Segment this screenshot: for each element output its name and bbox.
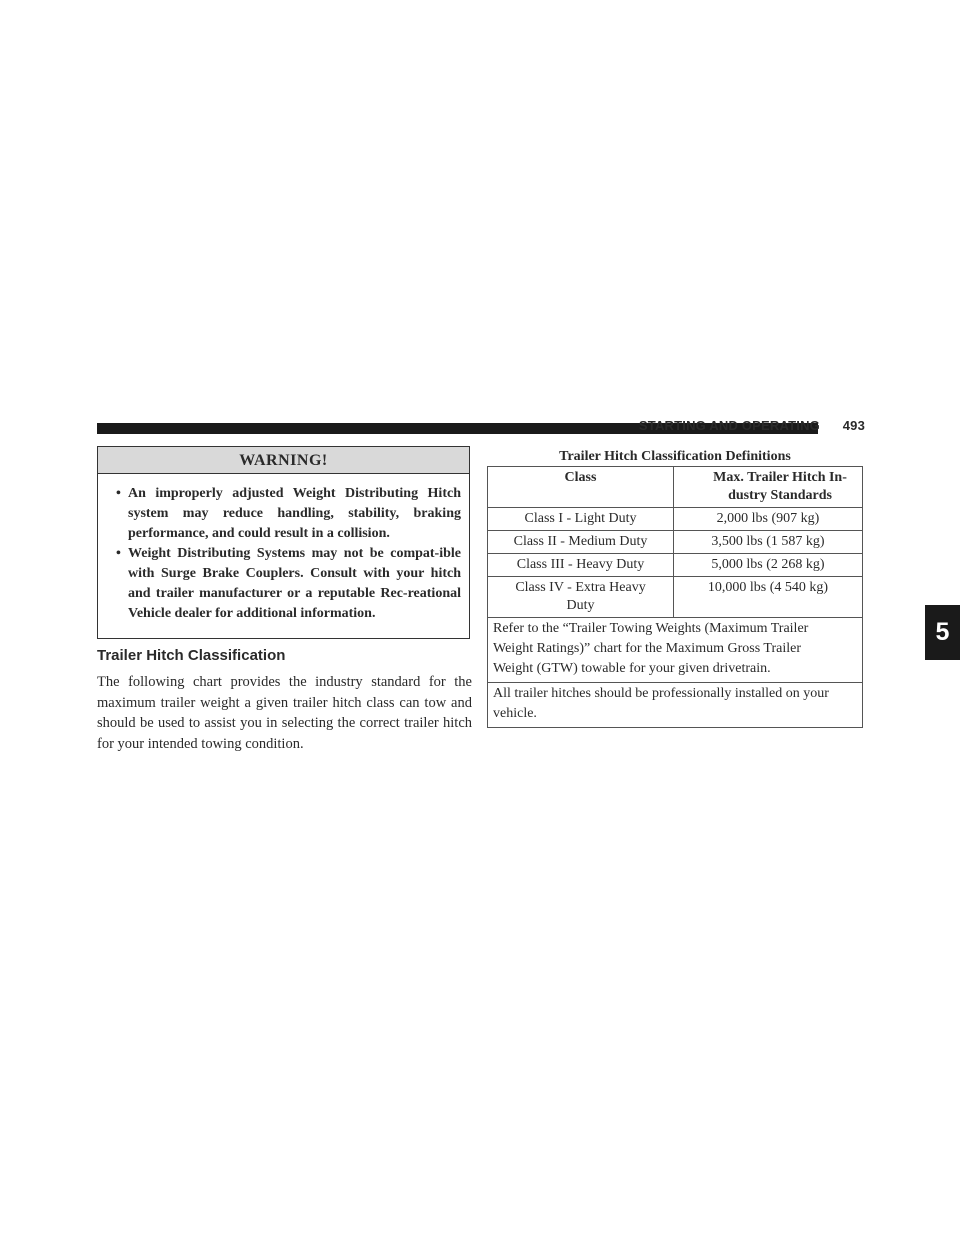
- body-paragraph: The following chart provides the industry standard for the maximum trailer weight a given trailer hitch class can tow and should be used to assist you in selecting the correct trailer hitch for your intended towing condition.: [97, 674, 472, 752]
- weight-cell: 2,000 lbs (907 kg): [674, 508, 863, 531]
- table-note-row: [488, 683, 863, 728]
- table-note-row: [488, 618, 863, 683]
- class-cell: Class II - Medium Duty: [488, 531, 674, 554]
- chapter-tab: 5: [925, 605, 960, 660]
- weight-cell: 3,500 lbs (1 587 kg): [674, 531, 863, 554]
- table-row: [488, 531, 863, 554]
- weight-cell: 10,000 lbs (4 540 kg): [674, 577, 863, 618]
- table: [487, 466, 863, 728]
- hitch-classification-table: [487, 446, 863, 728]
- section-heading: Trailer Hitch Classification: [97, 647, 286, 664]
- warning-box: [97, 446, 470, 639]
- table-header-row: [488, 467, 863, 508]
- table-note: All trailer hitches should be professionally installed on your vehicle.: [488, 683, 863, 728]
- class-cell: Class I - Light Duty: [488, 508, 674, 531]
- page-number: 493: [842, 418, 865, 433]
- table-row: [488, 577, 863, 618]
- warning-title: WARNING!: [98, 447, 469, 474]
- table-title: Trailer Hitch Classification Definitions: [559, 449, 791, 464]
- table-note: Refer to the “Trailer Towing Weights (Maximum Trailer Weight Ratings)” chart for the Maximum Gross Trailer Weight (GTW) towable for your given drivetrain.: [488, 618, 863, 683]
- weight-cell: 5,000 lbs (2 268 kg): [674, 554, 863, 577]
- table-row: [488, 508, 863, 531]
- class-cell: Class III - Heavy Duty: [488, 554, 674, 577]
- column-header-class: Class: [488, 467, 674, 508]
- bullet-icon: •: [116, 546, 121, 561]
- warning-item: • An improperly adjusted Weight Distributing Hitch system may reduce handling, stability, braking performance, and could result in a collision.: [116, 486, 461, 541]
- header-section-title: STARTING AND OPERATING: [638, 418, 820, 433]
- table-row: [488, 554, 863, 577]
- column-header-max-weight: Max. Trailer Hitch In-dustry Standards: [674, 467, 863, 508]
- warning-list: [98, 484, 469, 624]
- class-cell: Class IV - Extra Heavy Duty: [488, 577, 674, 618]
- bullet-icon: •: [116, 486, 121, 501]
- warning-item: • Weight Distributing Systems may not be compat-ible with Surge Brake Couplers. Consult with your hitch and trailer manufacturer or a reputable Rec-reational Vehicle dealer for additional information.: [116, 546, 461, 621]
